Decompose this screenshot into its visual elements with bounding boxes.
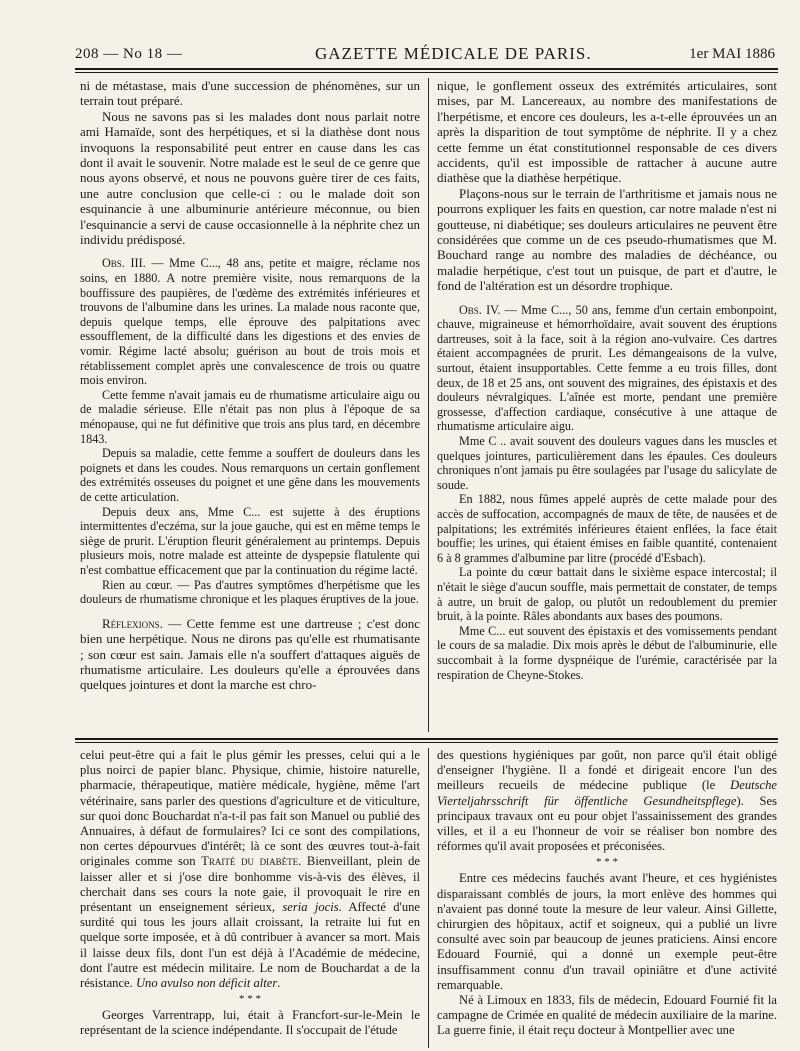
paragraph-text: Nous ne savons pas si les malades dont nous parlait notre ami Hamaïde, sont des herpétiques, et si la diathèse dont nous invoquons la responsabilité peut entrer en cause dans les cas dont il avait le souvenir. Notre malade est le seul de ce genre que nous ayons observé, et nous ne pouvons guère tirer de ces faits, une autre conclusion que celle-ci : ou le malade doit son esquinancie à une albuminurie antérieure méconnue, ou bien l'esquinancie a servi de cause occasionnelle à la néphrite chez un individu prédisposé.: [80, 108, 420, 248]
paragraph-text: — Mme C..., 48 ans, petite et maigre, réclame nos soins, en 1880. A notre première visite, nous remarquons de la bouffissure des paupières, de l'œdème des extrémités inférieures et trouvons de l'albumine dans les urines. La malade nous raconte que, depuis quelque temps, elle éprouve des palpitations avec essoufflement, de la difficulté dans les digestions et des envies de vomir. Régime lacté absolu; guérison au bout de trois mois et rétablissement complet après une convalescence de trois ou quatre mois environ.: [80, 256, 420, 388]
section-separator: * * *: [596, 856, 618, 869]
paragraph-text: En 1882, nous fûmes appelé auprès de cette malade pour des accès de suffocation, accompagnés de maux de tête, de nausées et de palpitations; les extrémités inférieures étaient enflées, la face était bouffie; les urines, qui étaient émises en faible quantité, contenaient 6 à 8 grammes d'albumine par litre (procédé d'Esbach).: [437, 492, 777, 565]
paragraph: [80, 78, 420, 109]
feuilleton-rule-thin: [75, 742, 778, 743]
column-bottom-left: [80, 748, 420, 1048]
paragraph-text: La pointe du cœur battait dans le sixième espace intercostal; il n'était le siège d'aucun souffle, mais permettait de constater, de temps à autre, un bruit de galop, ou plutôt un redoublement du premier bruit, à la pointe. Râles abondants aux bases des poumons.: [437, 565, 777, 624]
paragraph: Né à Limoux en 1833, fils de médecin, Edouard Fournié fit la campagne de Crimée en qualité de médecin auxiliaire de la marine. La guerre finie, il était reçu docteur à Montpellier avec une: [437, 993, 777, 1038]
paragraph: [437, 624, 777, 682]
paragraph-text: Cette femme n'avait jamais eu de rhumatisme articulaire aigu ou de maladie sérieuse. Elle n'était pas non plus à l'époque de sa ménopause, qui ne fut définitive que trois ans plus tard, en décembre 1843.: [80, 387, 420, 446]
paragraph: [437, 186, 777, 294]
paragraph: [80, 388, 420, 446]
paragraph: Entre ces médecins fauchés avant l'heure, et ces hygiénistes disparaissant comblés de jours, la mort enlève des hommes qui n'avaient pas donné toute la mesure de leur valeur. Ainsi Gillette, chirurgien des hôpitaux, actif et soigneux, qui a publié un livre consulté avec soin par beaucoup de jeunes praticiens. Ainsi encore Edouard Fournié, qui a donné un exemple peut-être insuffisamment connu d'un travail opiniâtre et d'une activité remarquable.: [437, 871, 777, 992]
paragraph: [437, 303, 777, 434]
column-bottom-right: [437, 748, 777, 1048]
paragraph-lead: Réflexions.: [102, 615, 163, 631]
paragraph-text: Mme C... eut souvent des épistaxis et des vomissements pendant le cours de sa maladie. Dix mois après le début de l'albuminurie, elle succombait à la forme dyspnéique de l'urémie, caractérisée par la respiration de Cheyne-Stokes.: [437, 623, 777, 682]
paragraph-text: Depuis deux ans, Mme C... est sujette à des éruptions intermittentes d'eczéma, sur la joue gauche, qui est en même temps le siège de prurit. L'éruption fleurit généralement au printemps. Depuis plusieurs mois, notre malade est atteinte de dyspepsie flatulente qui n'est combattue efficacement que par la continuation du régime lacté.: [80, 504, 420, 577]
paragraph-lead: Obs. IV.: [459, 302, 501, 317]
paragraph: [437, 434, 777, 492]
paragraph: [437, 492, 777, 565]
column-divider: [428, 78, 429, 732]
paragraph: [80, 616, 420, 693]
paragraph: [437, 78, 777, 186]
paragraph: [80, 446, 420, 504]
issue-date: 1er MAI 1886: [689, 46, 775, 62]
paragraph: celui peut-être qui a fait le plus gémir les presses, celui qui a le plus noirci de papier blanc. Physique, chimie, histoire naturelle, pharmacie, thérapeutique, matière médicale, hygiène, même l'art vétérinaire, sans parler des questions d'agriculture et de viticulture, sur quoi donc Bouchardat n'a-t-il pas fait son Manuel ou publié des Annuaires, à défaut de formulaires? Ici ce sont des compilations, non certes dépourvues d'intérêt; là ce sont des œuvres tout-à-fait originales comme son Traité du diabète. Bienveillant, plein de laisser aller et si j'ose dire bonhomme vis-à-vis des élèves, il cherchait dans ses cours la note gaie, il provoquait le rire en présentant un enseignement sérieux, seria jocis. Affecté d'une surdité qui tous les jours allait croissant, la retraite lui fut en quelque sorte imposée, et à dû contribuer à avancer sa mort. Mais il laisse deux fils, dont l'un est déjà à l'Académie de médecine, dont l'autre est médecin militaire. Le nom de Bouchardat a de la résistance. Uno avulso non déficit alter.: [80, 748, 420, 991]
feuilleton-rule: [75, 738, 778, 740]
paragraph: [80, 578, 420, 607]
header-rule: [75, 68, 778, 70]
paragraph-text: Depuis sa maladie, cette femme a souffert de douleurs dans les poignets et dans les coudes. Nous remarquons un certain gonflement des extrémités osseuses du poignet et une gêne dans les mouvements de cette articulation.: [80, 446, 420, 504]
paragraph-text: Plaçons-nous sur le terrain de l'arthritisme et jamais nous ne pourrons expliquer les faits en question, car notre malade n'est ni goutteuse, ni diabétique; ses douleurs articulaires ne peuvent être considérées que comme un de ces pseudo-rhumatismes que M. Bouchard range au nombre des maladies de déchéance, ou maladie herpétique, c'est tout un puisque, de part et d'autre, le fond de l'altération est un désordre trophique.: [437, 185, 777, 294]
paragraph: [80, 109, 420, 248]
paragraph-text: nique, le gonflement osseux des extrémités articulaires, sont mises, par M. Lancereaux, au nombre des manifestations de l'herpétisme, et encore ces douleurs, les a-t-elle éprouvées un an après la disparition de tout symptôme de néphrite. Il y a chez cette femme un état constitutionnel responsable de ces divers accidents, qu'il est impossible de rattacher à aucune autre diathèse que la diathèse herpétique.: [437, 78, 777, 186]
paragraph-text: ni de métastase, mais d'une succession de phénomènes, sur un terrain tout préparé.: [80, 78, 420, 109]
paragraph: [80, 256, 420, 387]
paragraph-text: — Mme C..., 50 ans, femme d'un certain embonpoint, chauve, migraineuse et hémorrhoïdaire, avait souvent des éruptions dartreuses, soit à la face, soit à la région ano-vulvaire. Ces dartres étaient accompagnées de prurit. Les démangeaisons de la vulve, surtout, étaient insupportables. Cette femme a eu trois filles, dont deux, de 18 et 25 ans, ont souvent des migraines, des épistaxis et des douleurs névralgiques. L'aînée est morte, pendant une première grossesse, d'affection cardiaque, consécutive à une attaque de rhumatisme articulaire aigu.: [437, 302, 777, 434]
section-separator: * * *: [239, 993, 261, 1006]
paragraph-text: — Cette femme est une dartreuse ; c'est donc bien une herpétique. Nous ne dirons pas qu'elle est rhumatisante ; son cœur est sain. Jamais elle n'a souffert d'attaques aiguës de rhumatisme articulaire. Les douleurs qu'elle a éprouvées dans quelques jointures et dont la marche est chro-: [80, 615, 420, 693]
paragraph-text: Mme C .. avait souvent des douleurs vagues dans les muscles et quelques jointures, particulièrement dans les épaules. Ces douleurs chroniques n'ont jamais pu être soulagées par l'usage du salicylate de soude.: [437, 434, 777, 492]
page-number: 208 — No 18 —: [75, 46, 183, 62]
paragraph-lead: Obs. III.: [102, 256, 146, 271]
column-divider: [428, 748, 429, 1048]
journal-title: GAZETTE MÉDICALE DE PARIS.: [315, 44, 592, 63]
page-header: [75, 44, 775, 68]
paragraph: des questions hygiéniques par goût, non parce qu'il était obligé d'enseigner l'hygiène. Il a fondé et dirigeait encore l'un des meilleurs recueils de médecine publique (le Deutsche Vierteljahrsschrift für öffentliche Gesundheitspflege). Ses principaux travaux ont eu pour objet l'assainissement des grandes villes, et il a eu l'honneur de voir se réaliser bon nombre des réformes qu'il avait proposées et préconisées.: [437, 748, 777, 854]
paragraph: [437, 565, 777, 623]
paragraph-text: Rien au cœur. — Pas d'autres symptômes d'herpétisme que les douleurs de rhumatisme chronique et les plaques éruptives de la joue.: [80, 577, 420, 607]
column-top-right: [437, 78, 777, 732]
paragraph: [80, 505, 420, 578]
header-rule-thin: [75, 72, 778, 73]
column-top-left: [80, 78, 420, 732]
paragraph: Georges Varrentrapp, lui, était à Francfort-sur-le-Mein le représentant de la science indépendante. Il s'occupait de l'étude: [80, 1008, 420, 1038]
